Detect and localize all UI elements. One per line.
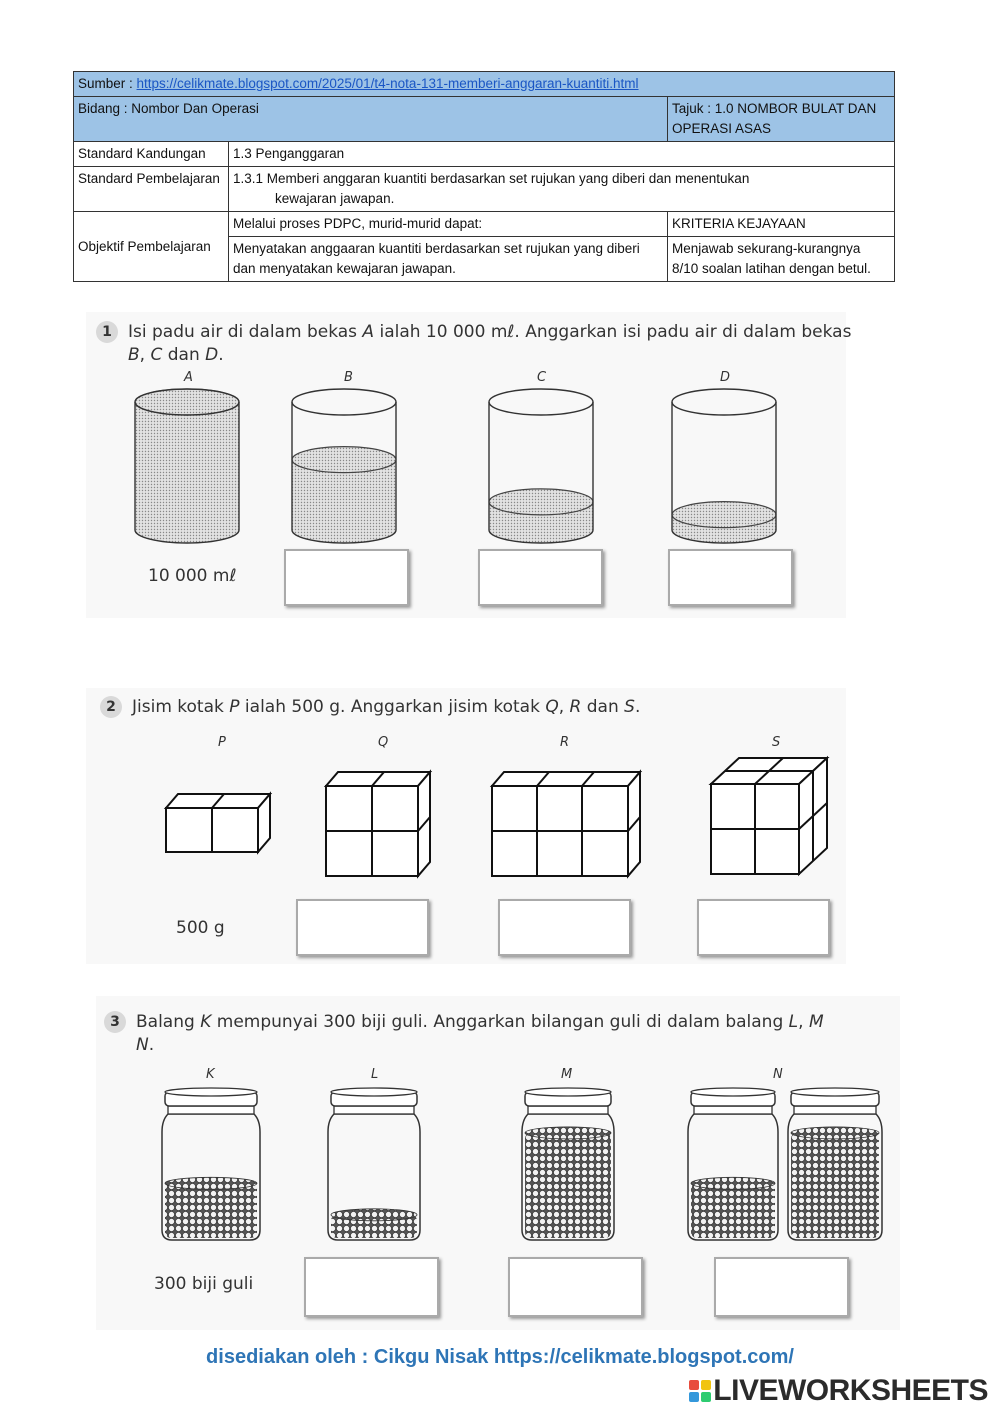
standard-kandungan-value: 1.3 Penganggaran — [229, 142, 895, 167]
q2-label-q: Q — [378, 735, 389, 750]
q3-answer-m[interactable] — [508, 1257, 643, 1317]
q2-label-s: S — [772, 735, 781, 750]
jar-n-right — [788, 1088, 882, 1240]
jar-n-left — [688, 1088, 778, 1240]
q3-answer-l[interactable] — [304, 1257, 439, 1317]
q1-label-d: D — [720, 370, 731, 385]
q3-answer-n[interactable] — [714, 1257, 849, 1317]
standard-pembelajaran-label: Standard Pembelajaran — [74, 167, 229, 212]
source-label: Sumber : — [78, 76, 137, 91]
q3-label-k: K — [206, 1067, 215, 1082]
source-link[interactable]: https://celikmate.blogspot.com/2025/01/t4-nota-131-memberi-anggaran-kuantiti.html — [136, 76, 639, 91]
standard-pembelajaran-line2: kewajaran jawapan. — [275, 191, 395, 206]
kriteria-label: KRITERIA KEJAYAAN — [668, 212, 895, 237]
q3-reference: 300 biji guli — [154, 1274, 254, 1294]
jar-l — [328, 1088, 420, 1240]
q2-label-p: P — [218, 735, 226, 750]
q3-number: 3 — [104, 1011, 126, 1033]
footer-credit: disediakan oleh : Cikgu Nisak https://celikmate.blogspot.com/ — [206, 1346, 794, 1368]
q1-label-c: C — [537, 370, 547, 385]
tajuk-cell: Tajuk : 1.0 NOMBOR BULAT DAN OPERASI ASAS — [668, 97, 895, 142]
q3-label-l: L — [371, 1067, 379, 1082]
q1-number: 1 — [96, 321, 118, 343]
q1-label-a: A — [184, 370, 193, 385]
q2-text: 2 Jisim kotak P ialah 500 g. Anggarkan jisim kotak Q, R dan S. — [100, 696, 860, 719]
standard-pembelajaran-line1: 1.3.1 Memberi anggaran kuantiti berdasarkan set rujukan yang diberi dan menentukan — [233, 171, 750, 186]
standard-kandungan-label: Standard Kandungan — [74, 142, 229, 167]
q3-text: 3 Balang K mempunyai 300 biji guli. Anggarkan bilangan guli di dalam balang L, M N. — [104, 1011, 894, 1057]
q2-label-r: R — [560, 735, 570, 750]
jar-m — [522, 1088, 614, 1240]
q1-text: 1 Isi padu air di dalam bekas A ialah 10 000 mℓ. Anggarkan isi padu air di dalam bekas B, C dan D. — [96, 321, 856, 367]
q3-label-n: N — [773, 1067, 783, 1082]
jar-k — [162, 1088, 260, 1240]
q1-label-b: B — [344, 370, 353, 385]
q2-number: 2 — [100, 696, 122, 718]
bidang-cell: Bidang : Nombor Dan Operasi — [74, 97, 668, 142]
objektif-label: Objektif Pembelajaran — [74, 212, 229, 282]
objektif-intro: Melalui proses PDPC, murid-murid dapat: — [229, 212, 668, 237]
liveworksheets-icon — [689, 1380, 711, 1402]
q1-reference: 10 000 mℓ — [148, 566, 237, 586]
q2-reference: 500 g — [176, 918, 225, 938]
objektif-text: Menyatakan anggaaran kuantiti berdasarkan set rujukan yang diberi dan menyatakan kewajaran jawapan. — [229, 237, 668, 282]
q3-label-m: M — [561, 1067, 573, 1082]
liveworksheets-logo — [689, 1374, 988, 1408]
kriteria-text: Menjawab sekurang-kurangnya 8/10 soalan latihan dengan betul. — [668, 237, 895, 282]
liveworksheets-brand: LIVEWORKSHEETS — [713, 1374, 988, 1407]
